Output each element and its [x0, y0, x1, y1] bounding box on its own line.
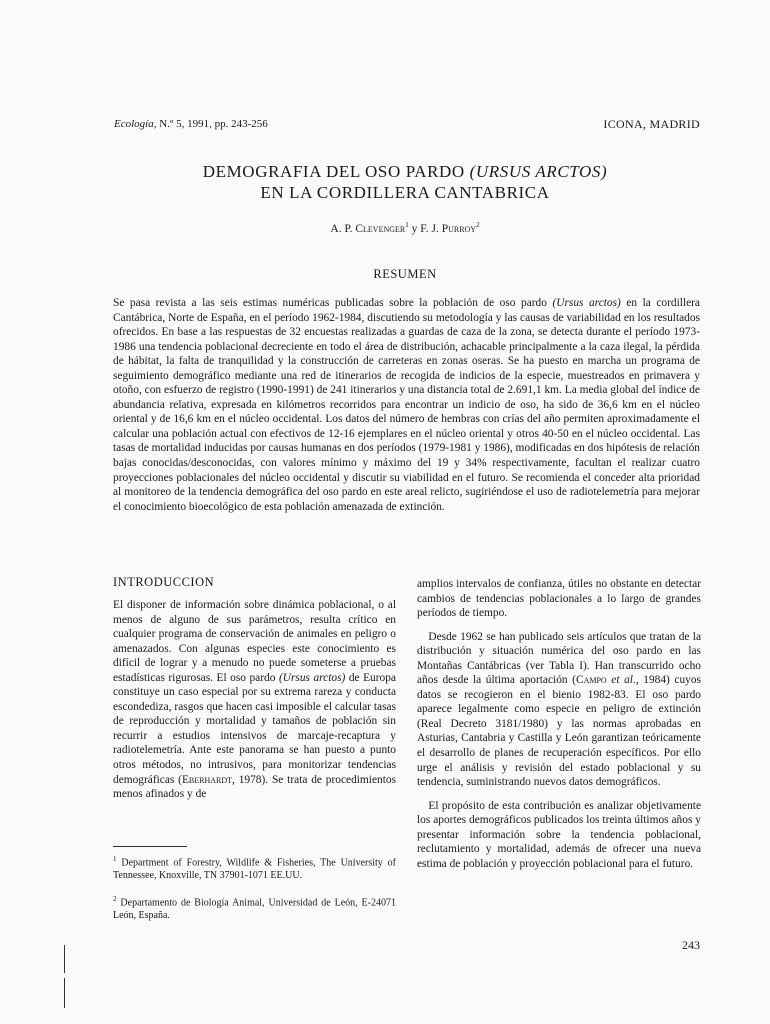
running-header-publisher: ICONA, MADRID [603, 117, 700, 131]
intro-text: Desde 1962 se han publicado seis artículos que tratan de la distribución y situación numérica del oso pardo en las Montañas Cantábricas (ver Tabla I). Han transcurrido ocho años desde la última aportación ( [417, 630, 701, 687]
scan-margin-mark [64, 945, 65, 973]
right-column [417, 577, 701, 880]
footnote-1-mark: 1 [113, 855, 117, 863]
intro-species: (Ursus arctos) [278, 671, 346, 684]
intro-paragraph-2 [417, 630, 701, 790]
author-1-name: Clevenger [355, 222, 406, 235]
abstract-species: (Ursus arctos) [552, 297, 621, 309]
abstract-text-1: Se pasa revista a las seis estimas numéricas publicadas sobre la población de oso pardo [113, 297, 553, 309]
citation-et-al: et al. [606, 674, 636, 687]
author-1-affiliation-mark: 1 [405, 221, 409, 229]
intro-paragraph-1 [113, 598, 396, 802]
page-number: 243 [682, 938, 700, 952]
left-column [113, 598, 396, 811]
footnote-rule [113, 846, 187, 847]
journal-issue: , N.º 5, 1991, pp. 243-256 [153, 118, 268, 130]
footnote-1-text: Department of Forestry, Wildlife & Fisheries, The University of Tennessee, Knoxville, TN 37901-1071 EE.UU. [113, 857, 396, 881]
journal-name: Ecología [114, 118, 154, 130]
title-species: (URSUS ARCTOS) [469, 162, 608, 181]
intro-paragraph-1-cont: amplios intervalos de confianza, útiles no obstante en detectar cambios de tendencias poblacionales a lo largo de grandes períodos de tiempo. [417, 578, 701, 620]
intro-text: , 1984) cuyos datos se recogieron en el bienio 1982-83. El oso pardo aparece legalmente como especie en peligro de extinción (Real Decreto 3181/1980) y las normas aprobadas en Asturias, Cantabria y Castilla y León garantizan teóricamente el desarrollo de planes de recuperación específicos. Por ello urge el análisis y revisión del estado poblacional y su tendencia, suministrando nuevos datos demográficos. [417, 674, 701, 789]
footnote-2-text: Departamento de Biología Animal, Universidad de León, E-24071 León, España. [113, 897, 396, 921]
author-line [100, 221, 710, 235]
title-text: DEMOGRAFIA DEL OSO PARDO [202, 162, 470, 181]
author-2-affiliation-mark: 2 [476, 221, 480, 229]
intro-text: , 1978). Se trata de procedimientos menos afinados y de [113, 773, 396, 801]
abstract-body [113, 296, 700, 514]
footnote-2 [113, 893, 396, 923]
footnote-2-mark: 2 [113, 895, 117, 903]
running-header-citation [114, 118, 268, 130]
abstract-heading: RESUMEN [373, 267, 437, 281]
footnote-1 [113, 853, 396, 883]
author-2-name: Purroy [441, 222, 477, 235]
introduction-heading: INTRODUCCION [113, 575, 215, 589]
intro-text: El propósito de esta contribución es analizar objetivamente los aportes demográficos publicados los treinta últimos años y presentar información sobre la tendencia poblacional, reclutamiento y mortalidad, además de ofrecer una nueva estima de población y proyección poblacional para el futuro. [417, 799, 701, 870]
paper-title-line-2: EN LA CORDILLERA CANTABRICA [260, 183, 550, 202]
intro-paragraph-3 [417, 799, 701, 872]
paper-title-line-1 [100, 162, 710, 182]
scan-margin-mark [64, 978, 65, 1008]
abstract-text-2: en la cordillera Cantábrica, Norte de España, en el período 1962-1984, discutiendo su metodología y las causas de variabilidad en los resultados ofrecidos. En base a las respuestas de 32 encuestas realizadas a guardas de caza de la zona, se detecta durante el período 1973-1986 una tendencia poblacional decreciente en todo el área de distribución, achacable principalmente a la caza ilegal, la pérdida de hábitat, la falta de tranquilidad y la construcción de carreteras en zonas oseras. Se ha puesto en marcha un programa de seguimiento demográfico mediante una red de itinerarios de recogida de indicios de la especie, muestreados en primavera y otoño, con esfuerzo de registro (1990-1991) de 241 itinerarios y una distancia total de 2.691,1 km. La media global del índice de abundancia relativa, expresada en kilómetros recorridos para encontrar un indicio de oso, ha sido de 36,6 km en el núcleo oriental y de 16,6 km en el núcleo occidental. Los datos del número de hembras con crías del año permiten aproximadamente el calcular una población actual con efectivos de 12-16 ejemplares en el núcleo oriental y otros 40-50 en el núcleo occidental. Las tasas de mortalidad inducidas por causas humanas en dos períodos (1979-1981 y 1986), modificadas en dos hipótesis de relación bajas conocidas/desconocidas, con valores mínimo y máximo del 19 y 34% respectivamente, facultan el realizar cuatro proyecciones poblacionales del núcleo occidental y discutir su viabilidad en el futuro. Se recomienda el conceder alta prioridad al monitoreo de la tendencia demográfica del oso pardo en este areal relicto, sugiriéndose el uso de radiotelemetría para mejorar el conocimiento bioecológico de esta población amenazada de extinción. [113, 297, 700, 513]
intro-text: de Europa constituye un caso especial por su extrema rareza y conducta escondediza, rasgos que hacen casi imposible el calcular tasas de reproducción y mortalidad y tamaños de población sin recurrir a estudios intensivos de marcaje-recaptura y radiotelemetría. Ante este panorama se han puesto a punto otros métodos, no intrusivos, para monitorizar tendencias demográficas ( [113, 671, 396, 786]
intro-text: El disponer de información sobre dinámica poblacional, o al menos de alguno de sus parámetros, resulta crítico en cualquier programa de conservación de animales en peligro o amenazados. Con algunas especies este conocimiento es difícil de lograr y a menudo no puede someterse a pruebas estadísticas rigurosas. El oso pardo [113, 599, 396, 684]
author-separator: y F. J. [408, 222, 442, 235]
citation-author: Eberhardt [181, 773, 233, 786]
author-1-initials: A. P. [330, 222, 356, 235]
citation-author: Campo [575, 674, 607, 687]
